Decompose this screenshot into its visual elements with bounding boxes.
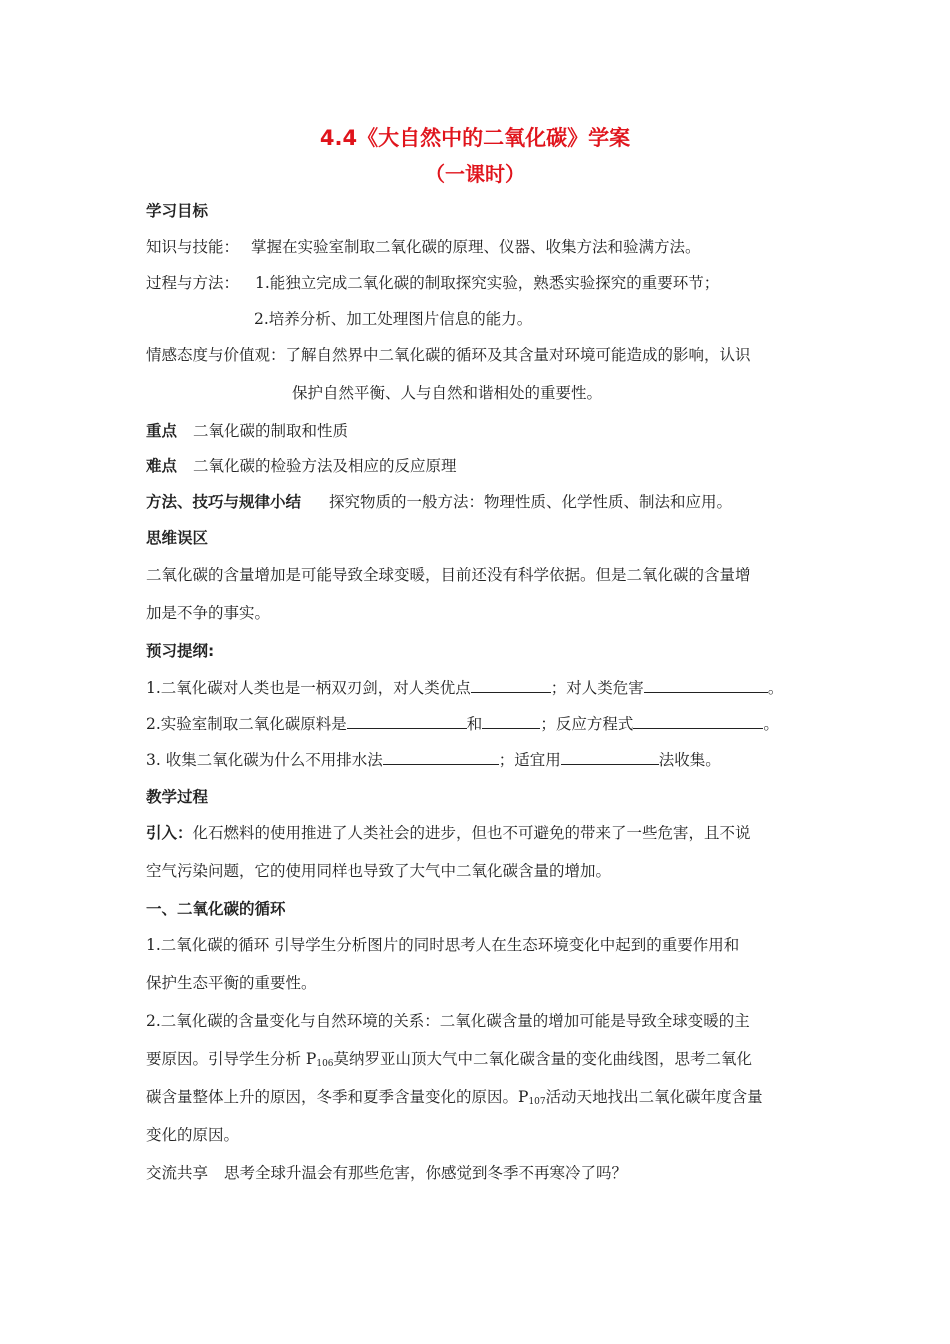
preview-question-1 <box>146 676 783 699</box>
q2-blank-material-1[interactable] <box>347 712 467 729</box>
q3-blank-method[interactable] <box>561 748 659 765</box>
page-ref-107: 107 <box>528 1097 546 1107</box>
q2-text-a: 2.实验室制取二氧化碳原料是 <box>146 715 347 733</box>
objective-emotion <box>146 344 751 366</box>
q3-text-c: 法收集。 <box>658 751 721 769</box>
method-label: 方法、技巧与规律小结 <box>146 493 302 511</box>
paragraph-2-line-1: 2.二氧化碳的含量变化与自然环境的关系：二氧化碳含量的增加可能是导致全球变暖的主 <box>146 1012 750 1030</box>
q2-text-c: ；反应方程式 <box>540 715 634 733</box>
objective-knowledge <box>146 236 701 258</box>
difficulty-point <box>146 455 457 477</box>
q1-blank-harm[interactable] <box>644 676 768 693</box>
key-text: 二氧化碳的制取和性质 <box>193 422 349 440</box>
page-subtitle: （一课时） <box>425 162 525 186</box>
process-item-2: 2.培养分析、加工处理图片信息的能力。 <box>254 310 533 328</box>
q3-text-b: ；适宜用 <box>498 751 561 769</box>
difficulty-text: 二氧化碳的检验方法及相应的反应原理 <box>193 457 457 475</box>
q1-blank-advantage[interactable] <box>471 676 551 693</box>
intro-line-2: 空气污染问题，它的使用同样也导致了大气中二氧化碳含量的增加。 <box>146 862 612 880</box>
q1-text-a: 1.二氧化碳对人类也是一柄双刃剑，对人类优点 <box>146 679 471 697</box>
method-summary <box>146 491 732 513</box>
q1-text-b: ；对人类危害 <box>550 679 644 697</box>
q3-blank-reason[interactable] <box>383 748 499 765</box>
p2-line2-text-b: 莫纳罗亚山顶大气中二氧化碳含量的变化曲线图，思考二氧化 <box>333 1050 753 1068</box>
paragraph-1-line-2: 保护生态平衡的重要性。 <box>146 974 317 992</box>
q1-text-c: 。 <box>767 679 784 697</box>
q2-blank-equation[interactable] <box>633 712 763 729</box>
q2-blank-material-2[interactable] <box>482 712 540 729</box>
misconception-line-1: 二氧化碳的含量增加是可能导致全球变暖，目前还没有科学依据。但是二氧化碳的含量增 <box>146 566 751 584</box>
q2-text-d: 。 <box>763 715 779 733</box>
key-point <box>146 420 348 442</box>
paragraph-2-line-2 <box>146 1048 752 1075</box>
knowledge-label: 知识与技能： <box>146 238 240 256</box>
p2-line3-text-a: 碳含量整体上升的原因，冬季和夏季含量变化的原因。P <box>146 1088 529 1106</box>
emotion-text-1: 了解自然界中二氧化碳的循环及其含量对环境可能造成的影响，认识 <box>285 346 751 364</box>
p2-line2-text-a: 要原因。引导学生分析 P <box>146 1050 317 1068</box>
emotion-label: 情感态度与价值观： <box>146 346 286 364</box>
difficulty-label: 难点 <box>146 457 178 475</box>
process-label: 过程与方法： <box>146 274 240 292</box>
share-label: 交流共享 <box>146 1164 209 1182</box>
intro-line-1 <box>146 822 751 844</box>
paragraph-2-line-3 <box>146 1086 763 1113</box>
objective-process <box>146 272 719 294</box>
process-item-1: 1.能独立完成二氧化碳的制取探究实验，熟悉实验探究的重要环节； <box>255 274 720 292</box>
method-text: 探究物质的一般方法：物理性质、化学性质、制法和应用。 <box>329 493 733 511</box>
p2-line3-text-b: 活动天地找出二氧化碳年度含量 <box>545 1088 763 1106</box>
misconception-line-2: 加是不争的事实。 <box>146 604 271 622</box>
share-text: 思考全球升温会有那些危害，你感觉到冬季不再寒冷了吗？ <box>224 1164 628 1182</box>
misconception-heading: 思维误区 <box>146 529 209 547</box>
key-label: 重点 <box>146 422 178 440</box>
q2-text-b: 和 <box>466 715 483 733</box>
page-ref-106: 106 <box>316 1059 334 1069</box>
paragraph-2-line-4: 变化的原因。 <box>146 1126 240 1144</box>
page-title: 4.4《大自然中的二氧化碳》学案 <box>319 126 631 150</box>
objectives-heading: 学习目标 <box>146 202 209 220</box>
q3-text-a: 3. 收集二氧化碳为什么不用排水法 <box>146 751 383 769</box>
knowledge-text: 掌握在实验室制取二氧化碳的原理、仪器、收集方法和验满方法。 <box>251 238 701 256</box>
preview-heading: 预习提纲: <box>146 642 215 660</box>
preview-question-2 <box>146 712 779 735</box>
section-co2-cycle: 一、二氧化碳的循环 <box>146 900 286 918</box>
emotion-text-2: 保护自然平衡、人与自然和谐相处的重要性。 <box>292 384 603 402</box>
intro-text-1: 化石燃料的使用推进了人类社会的进步，但也不可避免的带来了一些危害，且不说 <box>192 824 751 842</box>
intro-label: 引入： <box>146 824 193 842</box>
preview-question-3 <box>146 748 721 771</box>
paragraph-1-line-1: 1.二氧化碳的循环 引导学生分析图片的同时思考人在生态环境变化中起到的重要作用和 <box>146 936 740 954</box>
teaching-heading: 教学过程 <box>146 788 209 806</box>
share-line <box>146 1162 627 1184</box>
